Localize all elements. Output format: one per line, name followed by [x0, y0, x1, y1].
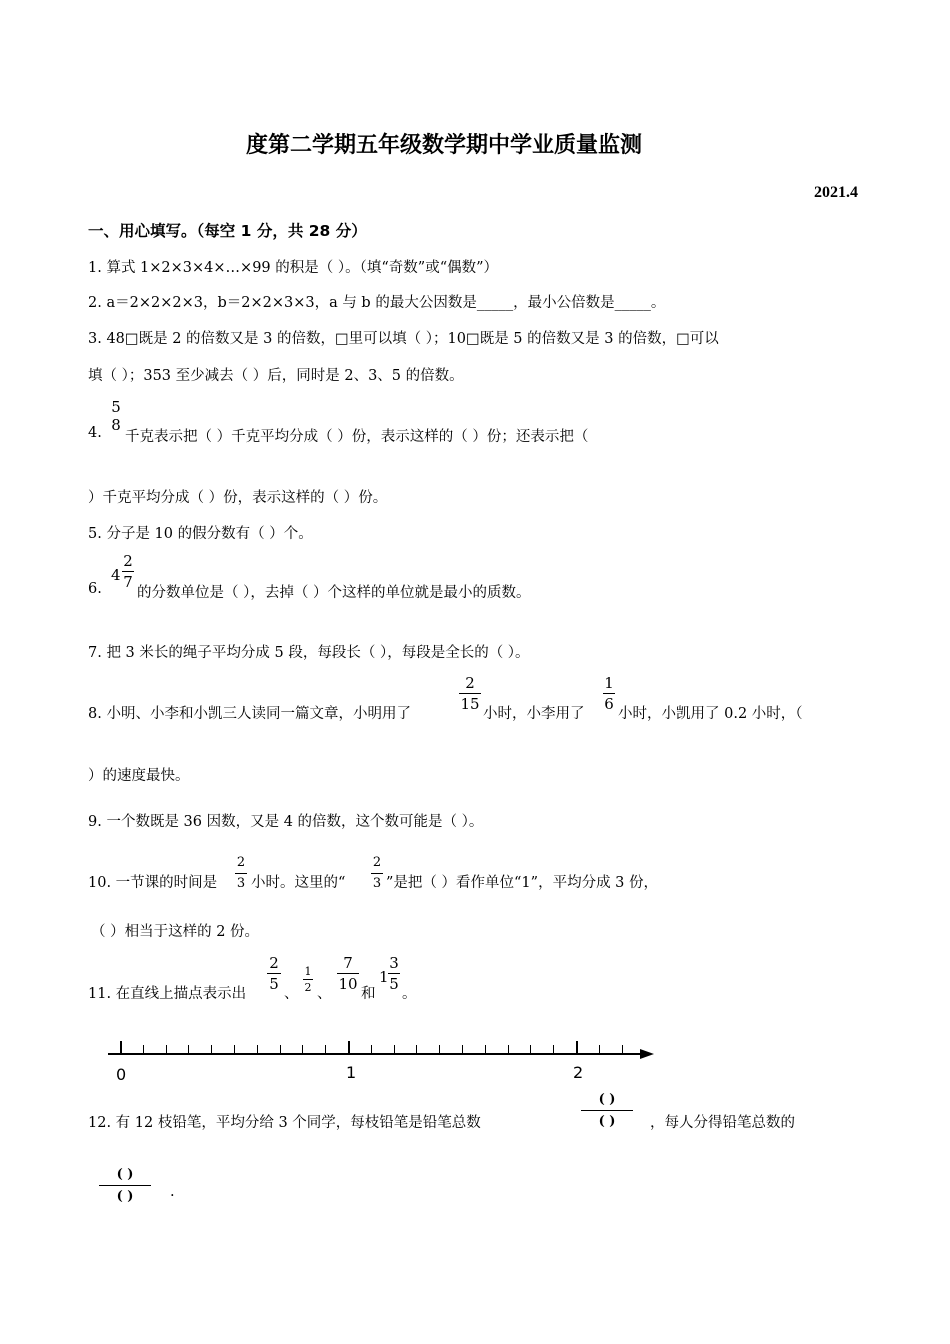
question-11-text: 11. 在直线上描点表示出 [88, 986, 247, 1002]
number-line-tick [599, 1045, 600, 1054]
separator: 、 [317, 986, 332, 1002]
q11-fraction-3 [337, 955, 359, 992]
q4-fraction [109, 399, 123, 433]
question-12-text-1: 12. 有 12 枝铅笔，平均分给 3 个同学，每枝铅笔是铅笔总数 [88, 1115, 481, 1131]
number-line-major-tick [120, 1041, 122, 1054]
denominator: 3 [236, 876, 246, 891]
q11-fraction-1 [267, 955, 281, 992]
number-line-tick [508, 1045, 509, 1054]
number-line-tick [302, 1045, 303, 1054]
q11-fraction-4 [388, 955, 400, 992]
number-line-tick [439, 1045, 440, 1054]
question-3-line-1: 3. 48□既是 2 的倍数又是 3 的倍数，□里可以填（ ）；10□既是 5 的倍数又是 3 的倍数，□可以 [88, 331, 719, 347]
question-6-number: 6. [88, 581, 102, 597]
denominator: 5 [389, 975, 399, 993]
question-8-text-1: 8. 小明、小李和小凯三人读同一篇文章，小明用了 [88, 706, 411, 722]
number-line-major-tick [348, 1041, 350, 1054]
number-line-tick [166, 1045, 167, 1054]
numerator: 1 [604, 674, 614, 692]
number-line-tick [188, 1045, 189, 1054]
q12-blank-fraction-2[interactable] [99, 1167, 151, 1204]
q6-whole: 4 [111, 566, 121, 584]
numerator: 1 [304, 965, 312, 978]
question-5: 5. 分子是 10 的假分数有（ ）个。 [88, 526, 313, 542]
number-line-tick [416, 1045, 417, 1054]
denominator: 10 [338, 975, 358, 993]
numerator: 2 [372, 855, 382, 870]
question-8-text-3: 小时，小凯用了 0.2 小时，（ [618, 706, 803, 722]
denominator: 2 [304, 981, 312, 994]
blank-denominator[interactable]: ( ) [598, 1114, 616, 1129]
question-4-text: 千克表示把（ ）千克平均分成（ ）份，表示这样的（ ）份；还表示把（ [125, 429, 589, 445]
arrow-icon [640, 1047, 654, 1061]
numerator: 7 [343, 954, 353, 972]
q10-fraction-1 [235, 855, 247, 892]
q12-blank-fraction-1[interactable] [581, 1092, 633, 1129]
end-mark: . [170, 1184, 175, 1200]
question-8-line-2: ）的速度最快。 [88, 768, 190, 784]
number-line-major-tick [576, 1041, 578, 1054]
question-7: 7. 把 3 米长的绳子平均分成 5 段，每段长（ ），每段是全长的（ ）。 [88, 645, 530, 661]
denominator: 8 [111, 416, 121, 434]
number-line-tick [325, 1045, 326, 1054]
question-4-number: 4. [88, 425, 102, 441]
number-line-label-2: 2 [573, 1063, 584, 1082]
number-line-tick [280, 1045, 281, 1054]
numerator: 2 [465, 674, 475, 692]
denominator: 5 [269, 975, 279, 993]
exam-date: 2021.4 [814, 184, 858, 201]
number-line-tick [371, 1045, 372, 1054]
number-line-tick [553, 1045, 554, 1054]
section-heading: 一、用心填写。（每空 1 分，共 28 分） [88, 222, 367, 240]
denominator: 7 [123, 573, 133, 591]
number-line-tick [530, 1045, 531, 1054]
question-8-text-2: 小时，小李用了 [483, 706, 585, 722]
q10-fraction-2 [371, 855, 383, 892]
question-3-line-2: 填（ ）；353 至少减去（ ）后，同时是 2、3、5 的倍数。 [88, 368, 464, 384]
q11-fraction-2 [303, 966, 313, 993]
number-line-tick [143, 1045, 144, 1054]
question-9: 9. 一个数既是 36 因数，又是 4 的倍数，这个数可能是（ ）。 [88, 814, 484, 830]
denominator: 3 [372, 876, 382, 891]
numerator: 2 [123, 552, 133, 570]
number-line-tick [234, 1045, 235, 1054]
question-2: 2. a＝2×2×2×3，b＝2×2×3×3，a 与 b 的最大公因数是_____，最小公倍数是_____。 [88, 295, 666, 311]
end-mark: 。 [402, 986, 417, 1002]
question-10-line-2: （ ）相当于这样的 2 份。 [91, 924, 260, 940]
q8-fraction-2 [603, 675, 615, 712]
blank-denominator[interactable]: ( ) [116, 1189, 134, 1204]
denominator: 6 [604, 695, 614, 713]
question-10-text-2: 小时。这里的“ [251, 875, 346, 891]
number-line-tick [462, 1045, 463, 1054]
number-line-tick [211, 1045, 212, 1054]
number-line-tick [485, 1045, 486, 1054]
numerator: 3 [389, 954, 399, 972]
q6-fraction [122, 553, 134, 590]
number-line-tick [394, 1045, 395, 1054]
question-10-text-1: 10. 一节课的时间是 [88, 875, 218, 891]
number-line-label-1: 1 [346, 1063, 357, 1082]
question-6-text: 的分数单位是（ ），去掉（ ）个这样的单位就是最小的质数。 [137, 585, 531, 601]
q8-fraction-1 [459, 675, 481, 712]
number-line-label-0: 0 [116, 1065, 127, 1084]
question-4-line-2: ）千克平均分成（ ）份，表示这样的（ ）份。 [88, 490, 388, 506]
numerator: 2 [269, 954, 279, 972]
numerator: 2 [236, 855, 246, 870]
question-1: 1. 算式 1×2×3×4×…×99 的积是（ ）。（填“奇数”或“偶数”） [88, 260, 499, 276]
blank-numerator[interactable]: ( ) [598, 1092, 616, 1107]
question-12-text-2: ，每人分得铅笔总数的 [650, 1115, 795, 1131]
denominator: 15 [460, 695, 480, 713]
number-line-tick [622, 1045, 623, 1054]
number-line-tick [257, 1045, 258, 1054]
numerator: 5 [111, 398, 121, 416]
page-title: 度第二学期五年级数学期中学业质量监测 [246, 133, 643, 158]
q11-whole: 1 [379, 968, 389, 986]
question-10-text-3: ”是把（ ）看作单位“1”，平均分成 3 份， [386, 875, 659, 891]
separator: 、 [284, 986, 299, 1002]
blank-numerator[interactable]: ( ) [116, 1167, 134, 1182]
separator: 和 [361, 986, 376, 1002]
